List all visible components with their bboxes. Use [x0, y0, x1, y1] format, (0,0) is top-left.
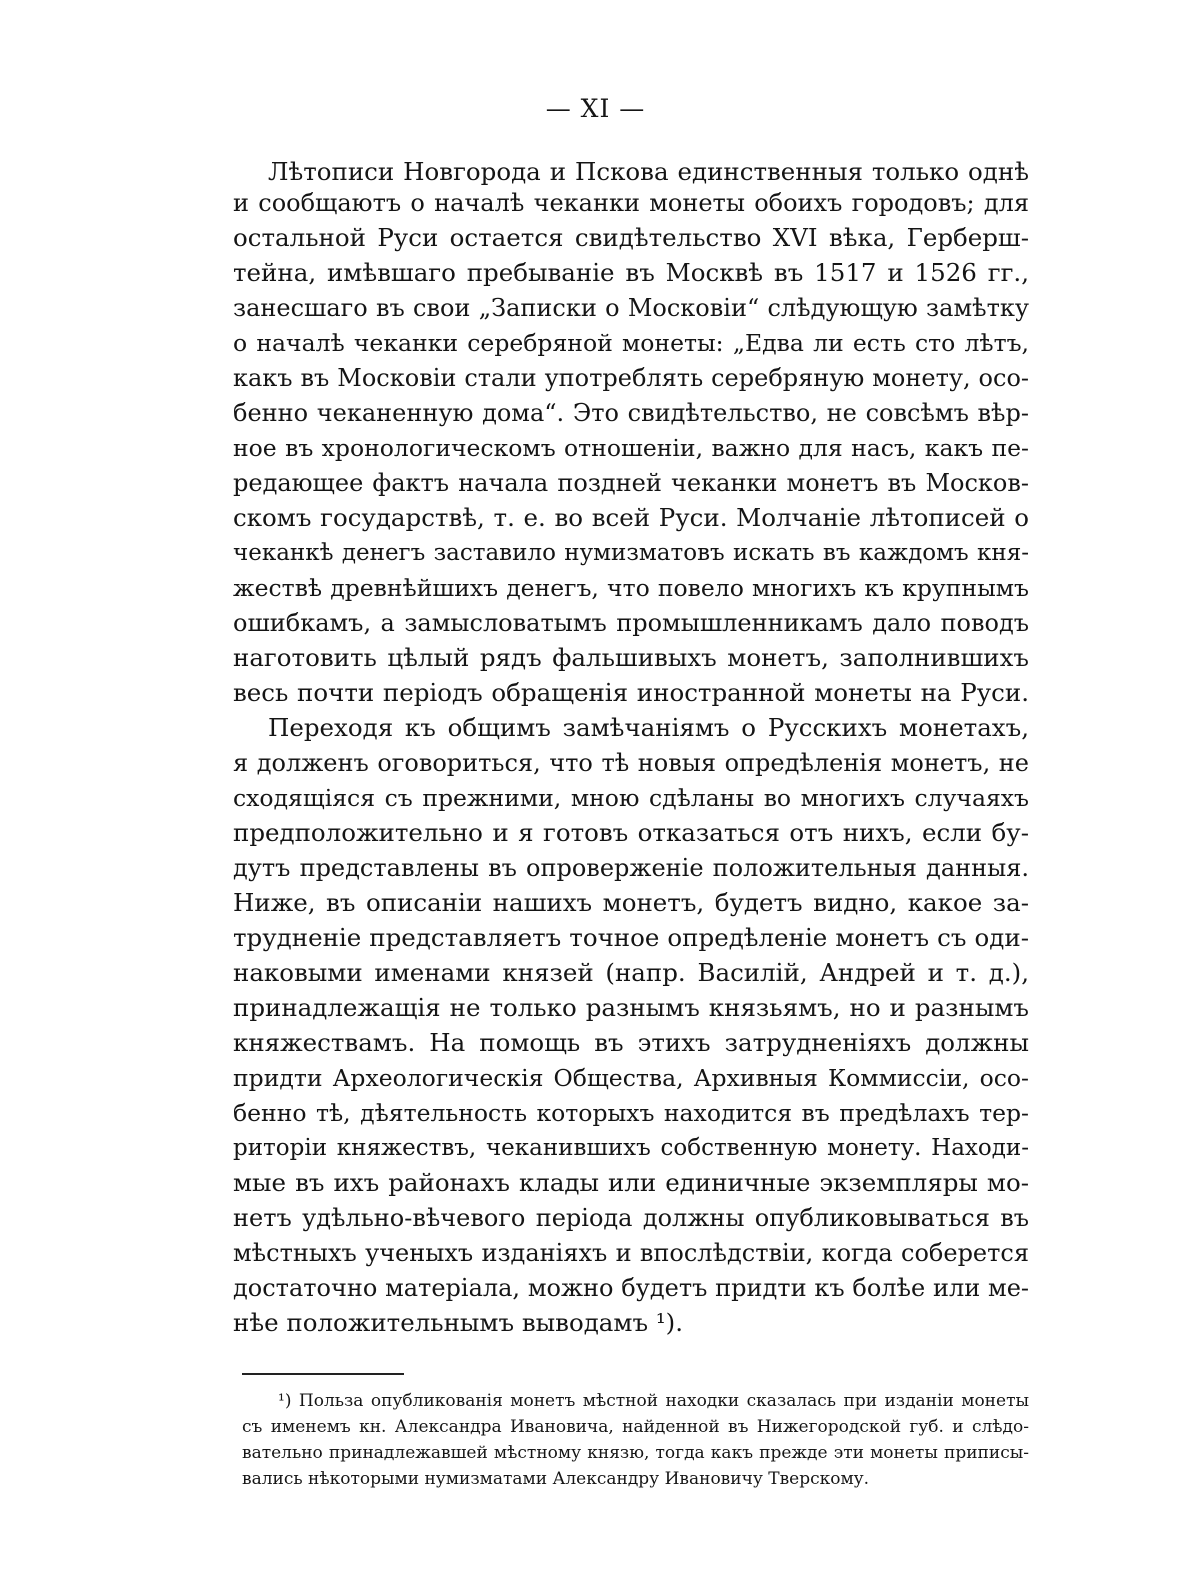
text-line: скомъ государствѣ, т. е. во всей Руси. Молчаніе лѣтописей о — [233, 503, 1029, 532]
text-line: сходящіяся съ прежними, мною сдѣланы во многихъ случаяхъ — [233, 784, 1029, 812]
text-line: предположительно и я готовъ отказаться отъ нихъ, если бу- — [233, 818, 1029, 847]
text-line: наковыми именами князей (напр. Василій, Андрей и т. д.), — [233, 958, 1029, 987]
text-line: ное въ хронологическомъ отношеніи, важно для насъ, какъ пе- — [233, 434, 1029, 462]
text-line: Переходя къ общимъ замѣчаніямъ о Русскихъ монетахъ, — [268, 713, 1029, 742]
text-line: я долженъ оговориться, что тѣ новыя опредѣленія монетъ, не — [233, 749, 1029, 777]
page-number: — XI — — [545, 94, 646, 123]
text-line: бенно тѣ, дѣятельность которыхъ находится въ предѣлахъ тер- — [233, 1099, 1029, 1127]
footnote-line: вались нѣкоторыми нумизматами Александру Ивановичу Тверскому. — [242, 1469, 870, 1489]
text-line: мѣстныхъ ученыхъ изданіяхъ и впослѣдствіи, когда соберется — [233, 1239, 1029, 1267]
text-line: нетъ удѣльно-вѣчевого періода должны опубликовываться въ — [233, 1204, 1029, 1232]
text-line: Лѣтописи Новгорода и Пскова единственныя только однѣ — [268, 157, 1029, 186]
text-line: нѣе положительнымъ выводамъ ¹). — [233, 1308, 683, 1337]
text-line: дутъ представлены въ опроверженіе положительныя данныя. — [233, 854, 1029, 882]
footnote-rule — [242, 1373, 404, 1375]
text-line: остальной Руси остается свидѣтельство XVI вѣка, Герберш- — [233, 223, 1029, 252]
text-line: Ниже, въ описаніи нашихъ монетъ, будетъ видно, какое за- — [233, 888, 1029, 917]
text-line: трудненіе представляетъ точное опредѣленіе монетъ съ оди- — [233, 923, 1029, 952]
text-line: и сообщаютъ о началѣ чеканки монеты обоихъ городовъ; для — [233, 189, 1029, 217]
footnote-line: съ именемъ кн. Александра Ивановича, найденной въ Нижегородской губ. и слѣдо- — [242, 1417, 1029, 1437]
text-line: достаточно матеріала, можно будетъ придти къ болѣе или ме- — [233, 1274, 1029, 1302]
text-line: мые въ ихъ районахъ клады или единичные экземпляры мо- — [233, 1168, 1029, 1197]
text-line: о началѣ чеканки серебряной монеты: „Едва ли есть сто лѣтъ, — [233, 329, 1029, 357]
text-line: придти Археологическія Общества, Архивныя Коммиссіи, осо- — [233, 1064, 1029, 1092]
text-line: занесшаго въ свои „Записки о Московіи“ слѣдующую замѣтку — [233, 294, 1029, 322]
text-line: какъ въ Московіи стали употреблять серебряную монету, осо- — [233, 364, 1029, 392]
footnote-line: ¹) Польза опубликованія монетъ мѣстной находки сказалась при изданіи монеты — [278, 1391, 1029, 1411]
text-line: чеканкѣ денегъ заставило нумизматовъ искать въ каждомъ кня- — [233, 540, 1029, 566]
text-line: ошибкамъ, а замысловатымъ промышленникамъ дало поводъ — [233, 609, 1029, 637]
text-line: принадлежащія не только разнымъ князьямъ, но и разнымъ — [233, 993, 1029, 1022]
text-line: тейна, имѣвшаго пребываніе въ Москвѣ въ 1517 и 1526 гг., — [233, 258, 1029, 287]
text-line: бенно чеканенную дома“. Это свидѣтельство, не совсѣмъ вѣр- — [233, 399, 1029, 427]
text-line: наготовить цѣлый рядъ фальшивыхъ монетъ, заполнившихъ — [233, 643, 1029, 672]
footnote-line: вательно принадлежавшей мѣстному князю, тогда какъ прежде эти монеты приписы- — [242, 1443, 1029, 1463]
text-line: редающее фактъ начала поздней чеканки монетъ въ Москов- — [233, 469, 1029, 497]
text-line: княжествамъ. На помощь въ этихъ затрудненіяхъ должны — [233, 1028, 1029, 1057]
text-line: жествѣ древнѣйшихъ денегъ, что повело многихъ къ крупнымъ — [233, 574, 1029, 602]
text-line: риторіи княжествъ, чеканившихъ собственную монету. Находи- — [233, 1135, 1029, 1161]
text-line: весь почти періодъ обращенія иностранной монеты на Руси. — [233, 678, 1029, 707]
